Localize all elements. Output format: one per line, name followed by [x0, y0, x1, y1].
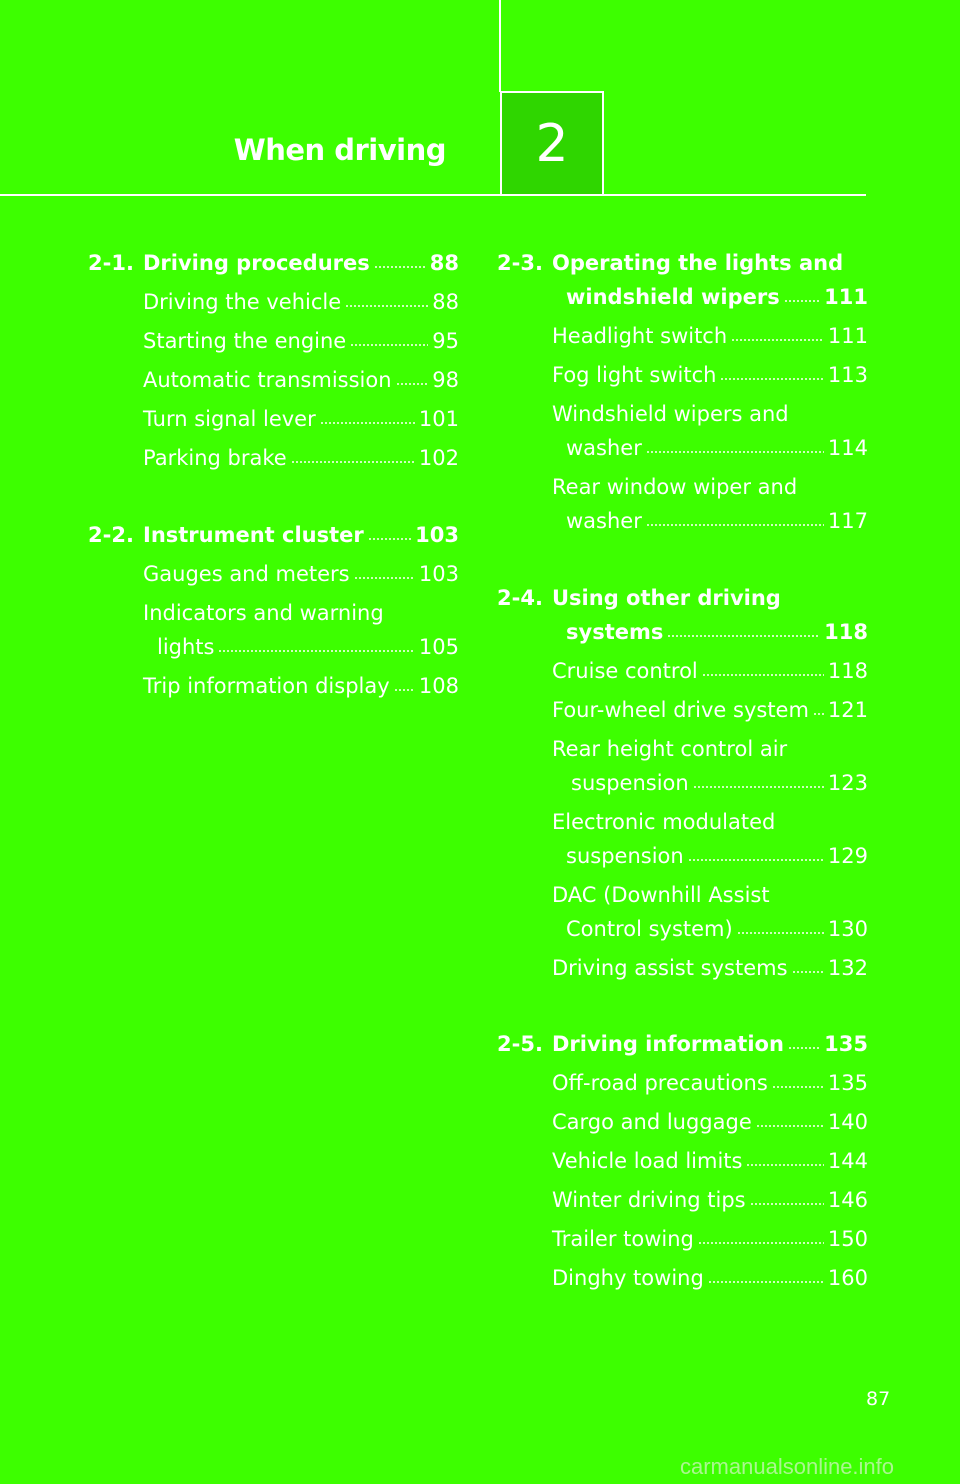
dot-leader — [784, 285, 820, 306]
entry-page: 113 — [827, 363, 868, 387]
header-vertical-rule — [499, 0, 501, 92]
entry-title: Vehicle load limits — [552, 1149, 743, 1173]
entry-page: 130 — [827, 917, 868, 941]
dot-leader — [746, 1149, 823, 1170]
chapter-number-tab — [500, 91, 604, 194]
toc-entry[interactable] — [88, 402, 459, 436]
entry-title: Cargo and luggage — [552, 1110, 752, 1134]
toc-entry[interactable] — [497, 805, 868, 873]
entry-page: 135 — [827, 1071, 868, 1095]
entry-title: Gauges and meters — [143, 562, 350, 586]
dot-leader — [368, 523, 411, 544]
entry-title: Cruise control — [552, 659, 698, 683]
entry-page: 150 — [827, 1227, 868, 1251]
entry-title: Automatic transmission — [143, 368, 392, 392]
entry-page: 144 — [827, 1149, 868, 1173]
toc-entry[interactable] — [497, 951, 868, 985]
toc-entry[interactable] — [88, 285, 459, 319]
entry-page: 118 — [827, 659, 868, 683]
entry-page: 129 — [827, 844, 868, 868]
dot-leader — [394, 674, 415, 695]
toc-entry[interactable] — [497, 1261, 868, 1295]
entry-page: 140 — [827, 1110, 868, 1134]
entry-title-continued: Control system) — [566, 917, 733, 941]
entry-page: 160 — [827, 1266, 868, 1290]
entry-title-continued: washer — [566, 509, 642, 533]
entry-title-continued: washer — [566, 436, 642, 460]
dot-leader — [731, 324, 824, 345]
toc-entry[interactable] — [497, 397, 868, 465]
section-number: 2-4. — [497, 586, 543, 610]
toc-section-2-5 — [497, 1027, 868, 1295]
dot-leader — [646, 436, 824, 457]
section-number: 2-1. — [88, 251, 134, 275]
entry-title: Four-wheel drive system — [552, 698, 809, 722]
section-heading[interactable] — [497, 246, 868, 314]
entry-page: 95 — [432, 329, 459, 353]
toc-entry[interactable] — [497, 319, 868, 353]
page-number: 87 — [866, 1388, 891, 1410]
section-heading[interactable] — [88, 518, 459, 552]
entry-title-continued: lights — [157, 635, 215, 659]
entry-page: 88 — [432, 290, 459, 314]
entry-page: 101 — [418, 407, 459, 431]
dot-leader — [788, 1032, 820, 1053]
dot-leader — [345, 290, 428, 311]
entry-title: Off-road precautions — [552, 1071, 768, 1095]
toc-entry[interactable] — [88, 324, 459, 358]
entry-title: Turn signal lever — [143, 407, 316, 431]
toc-entry[interactable] — [88, 363, 459, 397]
section-title: Driving information — [552, 1032, 784, 1056]
dot-leader — [320, 407, 415, 428]
entry-page: 121 — [827, 698, 868, 722]
entry-title: Windshield wipers and — [552, 402, 789, 426]
dot-leader — [698, 1227, 824, 1248]
entry-title-continued: suspension — [571, 771, 689, 795]
dot-leader — [291, 446, 415, 467]
section-number: 2-5. — [497, 1032, 543, 1056]
entry-title: Driving assist systems — [552, 956, 788, 980]
toc-entry[interactable] — [497, 1105, 868, 1139]
entry-page: 108 — [418, 674, 459, 698]
entry-title: Driving the vehicle — [143, 290, 342, 314]
entry-page: 123 — [827, 771, 868, 795]
dot-leader — [218, 635, 414, 656]
section-page: 118 — [824, 620, 868, 644]
entry-title-continued: suspension — [566, 844, 684, 868]
watermark: carmanualsonline.info — [680, 1454, 895, 1479]
section-page: 111 — [824, 285, 868, 309]
dot-leader — [772, 1071, 824, 1092]
section-title-continued: windshield wipers — [566, 285, 780, 309]
toc-section-2-1 — [88, 246, 459, 475]
entry-title: Rear height control air — [552, 737, 788, 761]
toc-section-2-2 — [88, 518, 459, 703]
toc-entry[interactable] — [88, 557, 459, 591]
entry-page: 146 — [827, 1188, 868, 1212]
section-heading[interactable] — [88, 246, 459, 280]
entry-page: 132 — [827, 956, 868, 980]
chapter-title: When driving — [233, 133, 446, 167]
entry-page: 117 — [827, 509, 868, 533]
section-heading[interactable] — [497, 1027, 868, 1061]
entry-title: Trip information display — [143, 674, 390, 698]
dot-leader — [646, 509, 824, 530]
dot-leader — [813, 698, 824, 719]
entry-title: Dinghy towing — [552, 1266, 704, 1290]
section-page: 103 — [415, 523, 459, 547]
section-number: 2-2. — [88, 523, 134, 547]
toc-entry[interactable] — [497, 693, 868, 727]
toc-entry[interactable] — [497, 1144, 868, 1178]
entry-title: Parking brake — [143, 446, 287, 470]
entry-title: Trailer towing — [552, 1227, 694, 1251]
entry-title: Electronic modulated — [552, 810, 776, 834]
section-title: Instrument cluster — [143, 523, 364, 547]
dot-leader — [720, 363, 823, 384]
section-page: 88 — [429, 251, 459, 275]
entry-title: Starting the engine — [143, 329, 347, 353]
toc-entry[interactable] — [497, 654, 868, 688]
section-title: Using other driving — [552, 586, 781, 610]
entry-page: 114 — [827, 436, 868, 460]
section-number: 2-3. — [497, 251, 543, 275]
toc-entry[interactable] — [88, 596, 459, 664]
entry-page: 98 — [432, 368, 459, 392]
toc-entry[interactable] — [497, 1066, 868, 1100]
dot-leader — [374, 251, 426, 272]
entry-title: Rear window wiper and — [552, 475, 798, 499]
entry-title: Indicators and warning — [143, 601, 384, 625]
dot-leader — [756, 1110, 824, 1131]
toc-entry[interactable] — [88, 441, 459, 475]
entry-title: Fog light switch — [552, 363, 717, 387]
toc-entry[interactable] — [497, 470, 868, 538]
section-heading[interactable] — [497, 581, 868, 649]
dot-leader — [396, 368, 429, 389]
dot-leader — [702, 659, 824, 680]
entry-page: 103 — [418, 562, 459, 586]
toc-entry[interactable] — [497, 1183, 868, 1217]
entry-title: DAC (Downhill Assist — [552, 883, 770, 907]
entry-page: 102 — [418, 446, 459, 470]
chapter-number: 2 — [535, 113, 569, 174]
toc-section-2-4 — [497, 581, 868, 985]
dot-leader — [693, 771, 824, 792]
dot-leader — [792, 956, 824, 977]
dot-leader — [750, 1188, 824, 1209]
section-title: Operating the lights and — [552, 251, 844, 275]
header-horizontal-rule — [0, 194, 866, 196]
toc-entry[interactable] — [88, 669, 459, 703]
entry-title: Winter driving tips — [552, 1188, 746, 1212]
toc-entry[interactable] — [497, 1222, 868, 1256]
toc-entry[interactable] — [497, 878, 868, 946]
entry-page: 111 — [827, 324, 868, 348]
dot-leader — [688, 844, 824, 865]
dot-leader — [350, 329, 428, 350]
dot-leader — [667, 620, 820, 641]
section-title: Driving procedures — [143, 251, 370, 275]
dot-leader — [708, 1266, 824, 1287]
dot-leader — [737, 917, 824, 938]
toc-entry[interactable] — [497, 358, 868, 392]
dot-leader — [354, 562, 415, 583]
section-page: 135 — [824, 1032, 868, 1056]
entry-page: 105 — [418, 635, 459, 659]
section-title-continued: systems — [566, 620, 664, 644]
toc-section-2-3 — [497, 246, 868, 538]
entry-title: Headlight switch — [552, 324, 728, 348]
toc-entry[interactable] — [497, 732, 868, 800]
